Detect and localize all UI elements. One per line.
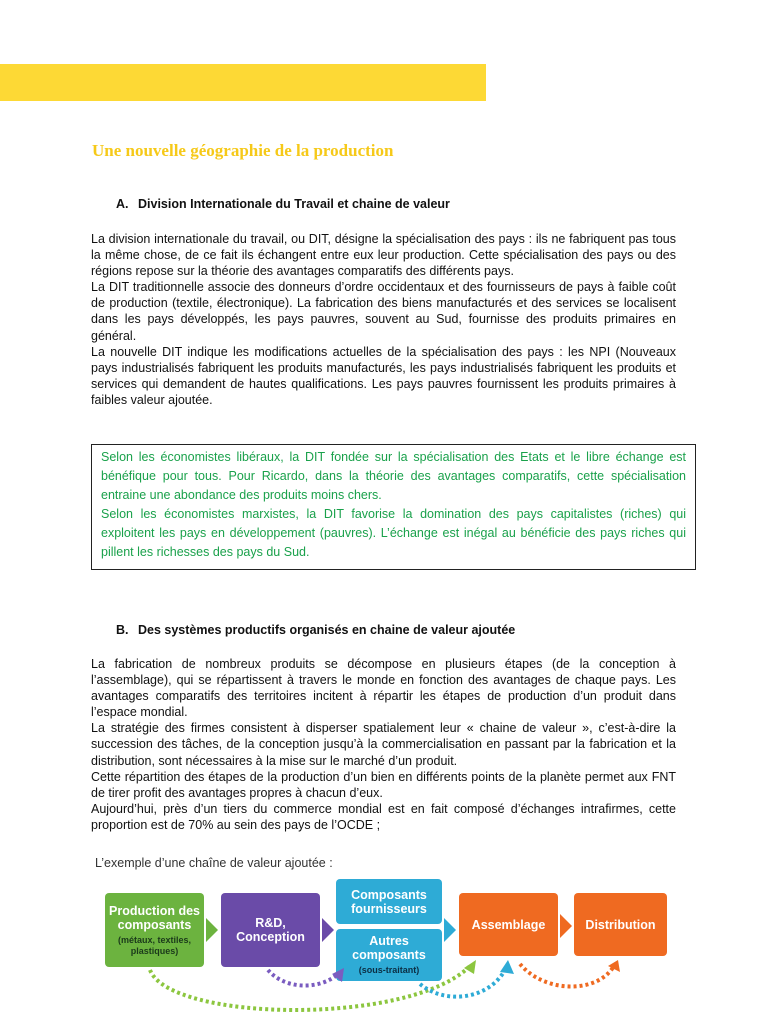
value-chain-flow-arrows: [0, 960, 768, 1024]
chevron-arrow-icon: [442, 916, 459, 944]
step-rd-title: R&D, Conception: [236, 916, 305, 944]
step-autres-title: Autres composants: [352, 934, 426, 962]
step-production-subtitle: (métaux, textiles, plastiques): [117, 934, 192, 956]
theory-callout-box: [91, 444, 696, 570]
step-autres-subtitle: (sous-traitant): [358, 965, 420, 975]
step-composants-title: Composants fournisseurs: [351, 887, 427, 916]
header-color-band: [0, 64, 486, 101]
flow-arrow-head-icon: [608, 960, 620, 972]
section-a-paragraph-3: La nouvelle DIT indique les modifications actuelles de la spécialisation des pays : les NPI (Nouveaux pays industrialisés fabriquent les produits manufacturés, les pays industrialisés fabriquent les produits et services qui demandent de hautes qualifications. Les pays pauvres fournissent les produits primaires à faibles valeur ajoutée.: [91, 344, 676, 407]
step-assemblage: [459, 893, 558, 956]
section-b-letter: B.: [116, 623, 129, 637]
step-distribution-title: Distribution: [585, 917, 656, 932]
flow-arrow-head-icon: [500, 960, 514, 974]
chevron-arrow-icon: [320, 916, 336, 944]
section-a-letter: A.: [116, 197, 129, 211]
section-a-heading: [116, 197, 450, 211]
step-assemblage-title: Assemblage: [471, 917, 546, 932]
step-production-title: Production des composants: [109, 903, 200, 932]
callout-liberal-paragraph: Selon les économistes libéraux, la DIT fondée sur la spécialisation des Etats et le libre échange est bénéfique pour tous. Pour Ricardo, dans la théorie des avantages comparatifs, cette spécialisation entraine une abondance des produits moins chers.: [101, 450, 686, 502]
flow-arrow-head-icon: [332, 968, 344, 982]
document-title: Une nouvelle géographie de la production: [92, 141, 394, 160]
step-composants-fournisseurs: [336, 879, 442, 924]
step-distribution: [574, 893, 667, 956]
section-a-body: [91, 231, 676, 408]
section-a-paragraph-2: La DIT traditionnelle associe des donneurs d’ordre occidentaux et des fournisseurs de pays à faible coût de production (textile, électronique). La fabrication des biens manufacturés et des services se localisent dans les pays développés, les pays pauvres, souvent au Sud, fournisse des produits primaires en général.: [91, 280, 676, 343]
section-b-heading: [116, 623, 515, 637]
section-b-heading-text: Des systèmes productifs organisés en chaine de valeur ajoutée: [138, 623, 516, 637]
section-b-paragraph-2: La stratégie des firmes consistent à disperser spatialement leur « chaine de valeur », c’est-à-dire la succession des tâches, de la conception jusqu’à la commercialisation en passant par la fabrication et la distribution, sont nécessaires à la mise sur le marché d’un produit.: [91, 721, 676, 768]
flow-arrow-assemblage-to-distribution: [520, 964, 615, 987]
chevron-arrow-icon: [558, 912, 574, 940]
section-a-heading-text: Division Internationale du Travail et chaine de valeur: [138, 197, 450, 211]
step-rd-conception: [221, 893, 320, 967]
section-b-body: [91, 656, 676, 833]
flow-arrow-production-to-assemblage: [150, 966, 470, 1010]
chevron-arrow-icon: [204, 916, 221, 944]
section-b-paragraph-4: Aujourd’hui, près d’un tiers du commerce mondial est en fait composé d’échanges intrafirmes, cette proportion est de 70% au sein des pays de l’OCDE ;: [91, 801, 676, 832]
step-production-composants: [105, 893, 204, 967]
value-chain-caption: L’exemple d’une chaîne de valeur ajoutée :: [95, 856, 333, 870]
section-b-paragraph-1: La fabrication de nombreux produits se décompose en plusieurs étapes (de la conception à l’assemblage), qui se répartissent à travers le monde en fonction des avantages de chaque pays. Les avantages comparatifs des territoires incitent à répartir les étapes de production d’un produit dans l’espace mondial.: [91, 657, 676, 720]
section-a-paragraph-1: La division internationale du travail, ou DIT, désigne la spécialisation des pays : ils ne fabriquent pas tous la même chose, de ce fait ils échangent entre eux leur production. Cette spécialisation des pays ou des régions repose sur la théorie des avantages comparatifs des différents pays.: [91, 232, 676, 279]
section-b-paragraph-3: Cette répartition des étapes de la production d’un bien en différents points de la planète permet aux FNT de tirer profit des avantages propres à chacun d’eux.: [91, 769, 676, 800]
callout-marxist-paragraph: Selon les économistes marxistes, la DIT favorise la domination des pays capitalistes (riches) qui exploitent les pays en développement (pauvres). L’échange est inégal au bénéficie des pays riches qui pillent les richesses des pays du Sud.: [101, 507, 686, 559]
flow-arrow-rd-to-autres: [268, 970, 338, 986]
